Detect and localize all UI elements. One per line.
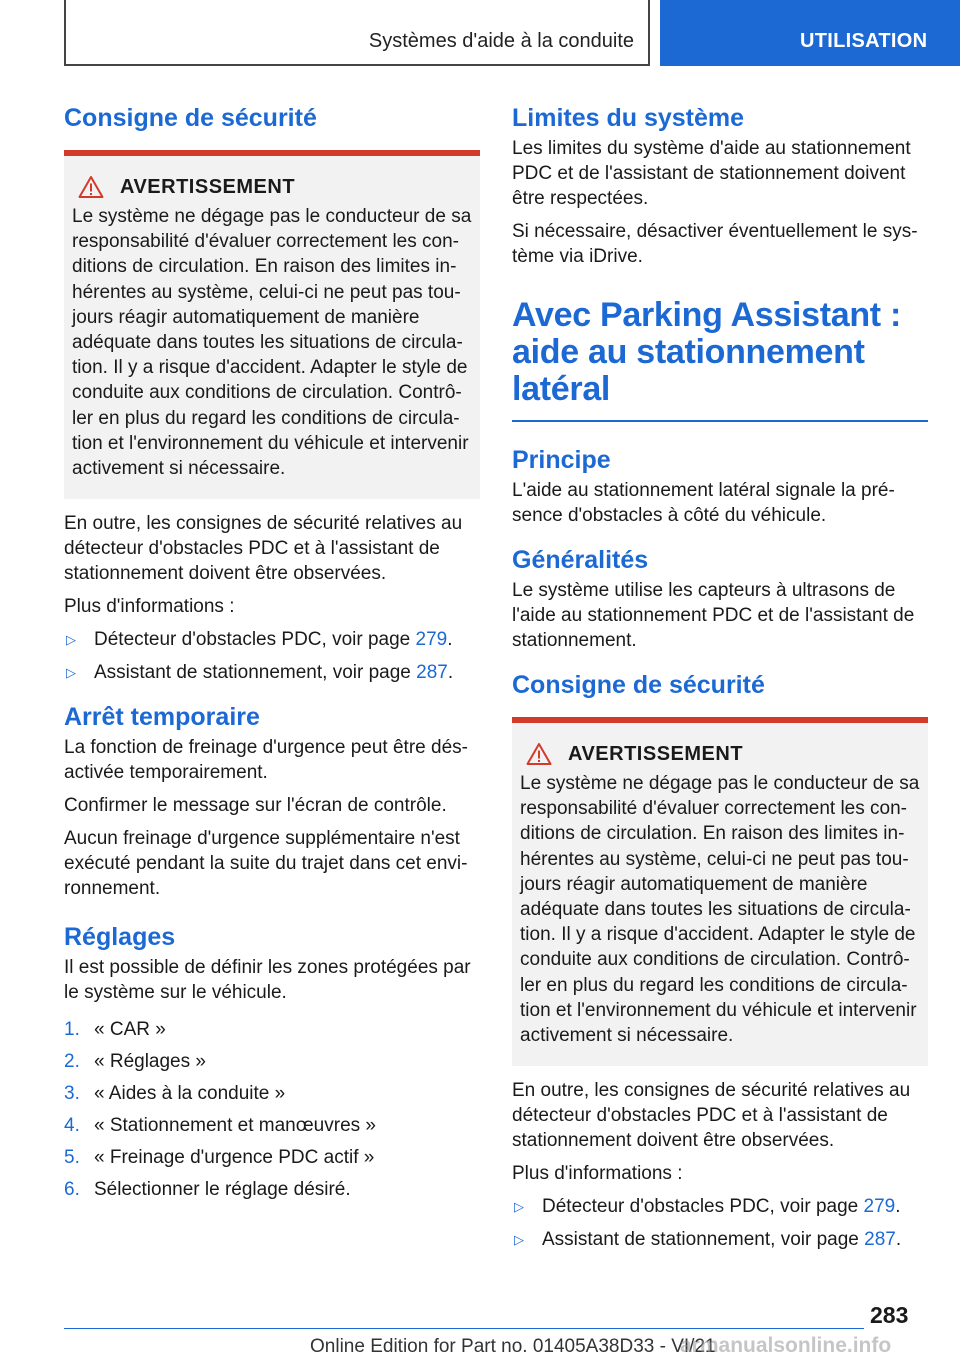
step-number: 1. (64, 1019, 80, 1041)
step-item (64, 1145, 480, 1170)
list-item-text: Détecteur d'obstacles PDC, voir page 279. (542, 1196, 901, 1218)
right-column (512, 100, 928, 1262)
principe-heading: Principe (512, 446, 611, 474)
page-link[interactable]: 279 (415, 629, 448, 651)
watermark: armanualsonline.info (680, 1334, 892, 1357)
warning-triangle-icon (526, 742, 552, 766)
warning-box (64, 150, 480, 499)
warning-text: Le système ne dégage pas le conducteur de sa responsabilité d'évaluer correctement les conditions de circulation. En raison des limites inhérentes au système, celui-ci ne peut pas toujours réagir automatiquement de manière adéquate dans toutes les situations de circulation. Il y a risque d'accident. Adapter le style de conduite aux conditions de circulation. Contrôler en plus du regard les conditions de circulation et l'environnement du véhicule et intervenir activement si nécessaire. (72, 206, 472, 480)
edition-text: Online Edition for Part no. 01405A38D33 - VI/21 (310, 1336, 716, 1357)
list-item-text: Assistant de stationnement, voir page 287. (94, 662, 454, 684)
paragraph: Plus d'informations : (64, 596, 235, 618)
triangle-right-icon: ▷ (514, 1199, 524, 1215)
list-item-text: Détecteur d'obstacles PDC, voir page 279. (94, 629, 453, 651)
page-link[interactable]: 287 (864, 1229, 896, 1251)
step-text: Sélectionner le réglage désiré. (94, 1179, 351, 1201)
paragraph: Le système utilise les capteurs à ultrasons de l'aide au stationnement PDC et de l'assistant de stationnement. (512, 580, 915, 651)
triangle-right-icon: ▷ (66, 632, 76, 648)
paragraph: Si nécessaire, désactiver éventuellement le système via iDrive. (512, 221, 918, 267)
warning-header (520, 739, 922, 769)
main-heading: Avec Parking Assistant : aide au stationnement latéral (512, 296, 901, 408)
warning-triangle-icon (78, 175, 104, 199)
chapter-tab[interactable] (660, 0, 960, 66)
step-text: « Freinage d'urgence PDC actif » (94, 1147, 375, 1169)
reference-list (64, 627, 480, 685)
warning-title: AVERTISSEMENT (568, 742, 744, 765)
header-frame (64, 0, 650, 66)
paragraph: Les limites du système d'aide au stationnement PDC et de l'assistant de stationnement doivent être respectées. (512, 138, 911, 209)
paragraph: Confirmer le message sur l'écran de contrôle. (64, 795, 447, 817)
step-text: « CAR » (94, 1019, 166, 1041)
paragraph: Plus d'informations : (512, 1163, 683, 1185)
step-item (64, 1049, 480, 1074)
list-item (512, 1227, 928, 1252)
step-number: 4. (64, 1115, 80, 1137)
step-text: « Stationnement et manœuvres » (94, 1115, 376, 1137)
page-number: 283 (870, 1302, 909, 1328)
list-item (512, 1194, 928, 1219)
reglages-heading: Réglages (64, 923, 176, 952)
paragraph: En outre, les consignes de sécurité relatives au détecteur d'obstacles PDC et à l'assistant de stationnement doivent être observées. (64, 513, 463, 585)
section-title: Systèmes d'aide à la conduite (368, 30, 634, 52)
paragraph: La fonction de freinage d'urgence peut être désactivée temporairement. (64, 737, 468, 784)
step-item (64, 1081, 480, 1106)
step-item (64, 1113, 480, 1138)
list-item (64, 660, 480, 685)
step-number: 6. (64, 1179, 80, 1201)
steps-list (64, 1017, 480, 1202)
paragraph: En outre, les consignes de sécurité relatives au détecteur d'obstacles PDC et à l'assistant de stationnement doivent être observées. (512, 1080, 911, 1152)
arret-heading: Arrêt temporaire (64, 703, 260, 732)
warning-box (512, 717, 928, 1066)
warning-text: Le système ne dégage pas le conducteur de sa responsabilité d'évaluer correctement les conditions de circulation. En raison des limites inhérentes au système, celui-ci ne peut pas toujours réagir automatiquement de manière adéquate dans toutes les situations de circulation. Il y a risque d'accident. Adapter le style de conduite aux conditions de circulation. Contrôler en plus du regard les conditions de circulation et l'environnement du véhicule et intervenir activement si nécessaire. (520, 773, 920, 1047)
heading-rule (512, 420, 928, 422)
step-number: 5. (64, 1147, 80, 1169)
paragraph: Il est possible de définir les zones protégées par le système sur le véhicule. (64, 957, 471, 1004)
step-number: 3. (64, 1083, 80, 1105)
step-number: 2. (64, 1051, 80, 1073)
step-item (64, 1177, 480, 1202)
list-item-text: Assistant de stationnement, voir page 287. (542, 1229, 902, 1251)
triangle-right-icon: ▷ (514, 1232, 524, 1248)
step-item (64, 1017, 480, 1042)
left-column (64, 100, 480, 1209)
warning-title: AVERTISSEMENT (120, 175, 296, 198)
footer-rule (64, 1328, 864, 1329)
paragraph: L'aide au stationnement latéral signale la présence d'obstacles à côté du véhicule. (512, 480, 895, 526)
paragraph: Aucun freinage d'urgence supplémentaire n'est exécuté pendant la suite du trajet dans cet environnement. (64, 828, 468, 900)
reference-list (512, 1194, 928, 1252)
triangle-right-icon: ▷ (66, 665, 76, 681)
chapter-tab-label: UTILISATION (800, 30, 928, 52)
list-item (64, 627, 480, 652)
page-link[interactable]: 279 (863, 1196, 896, 1218)
step-text: « Aides à la conduite » (94, 1083, 286, 1105)
step-text: « Réglages » (94, 1051, 206, 1073)
warning-header (72, 172, 474, 202)
safety-heading: Consigne de sécurité (64, 104, 317, 132)
limites-heading: Limites du système (512, 104, 745, 132)
page-link[interactable]: 287 (416, 662, 448, 684)
safety-heading: Consigne de sécurité (512, 671, 765, 699)
generalites-heading: Généralités (512, 546, 649, 574)
